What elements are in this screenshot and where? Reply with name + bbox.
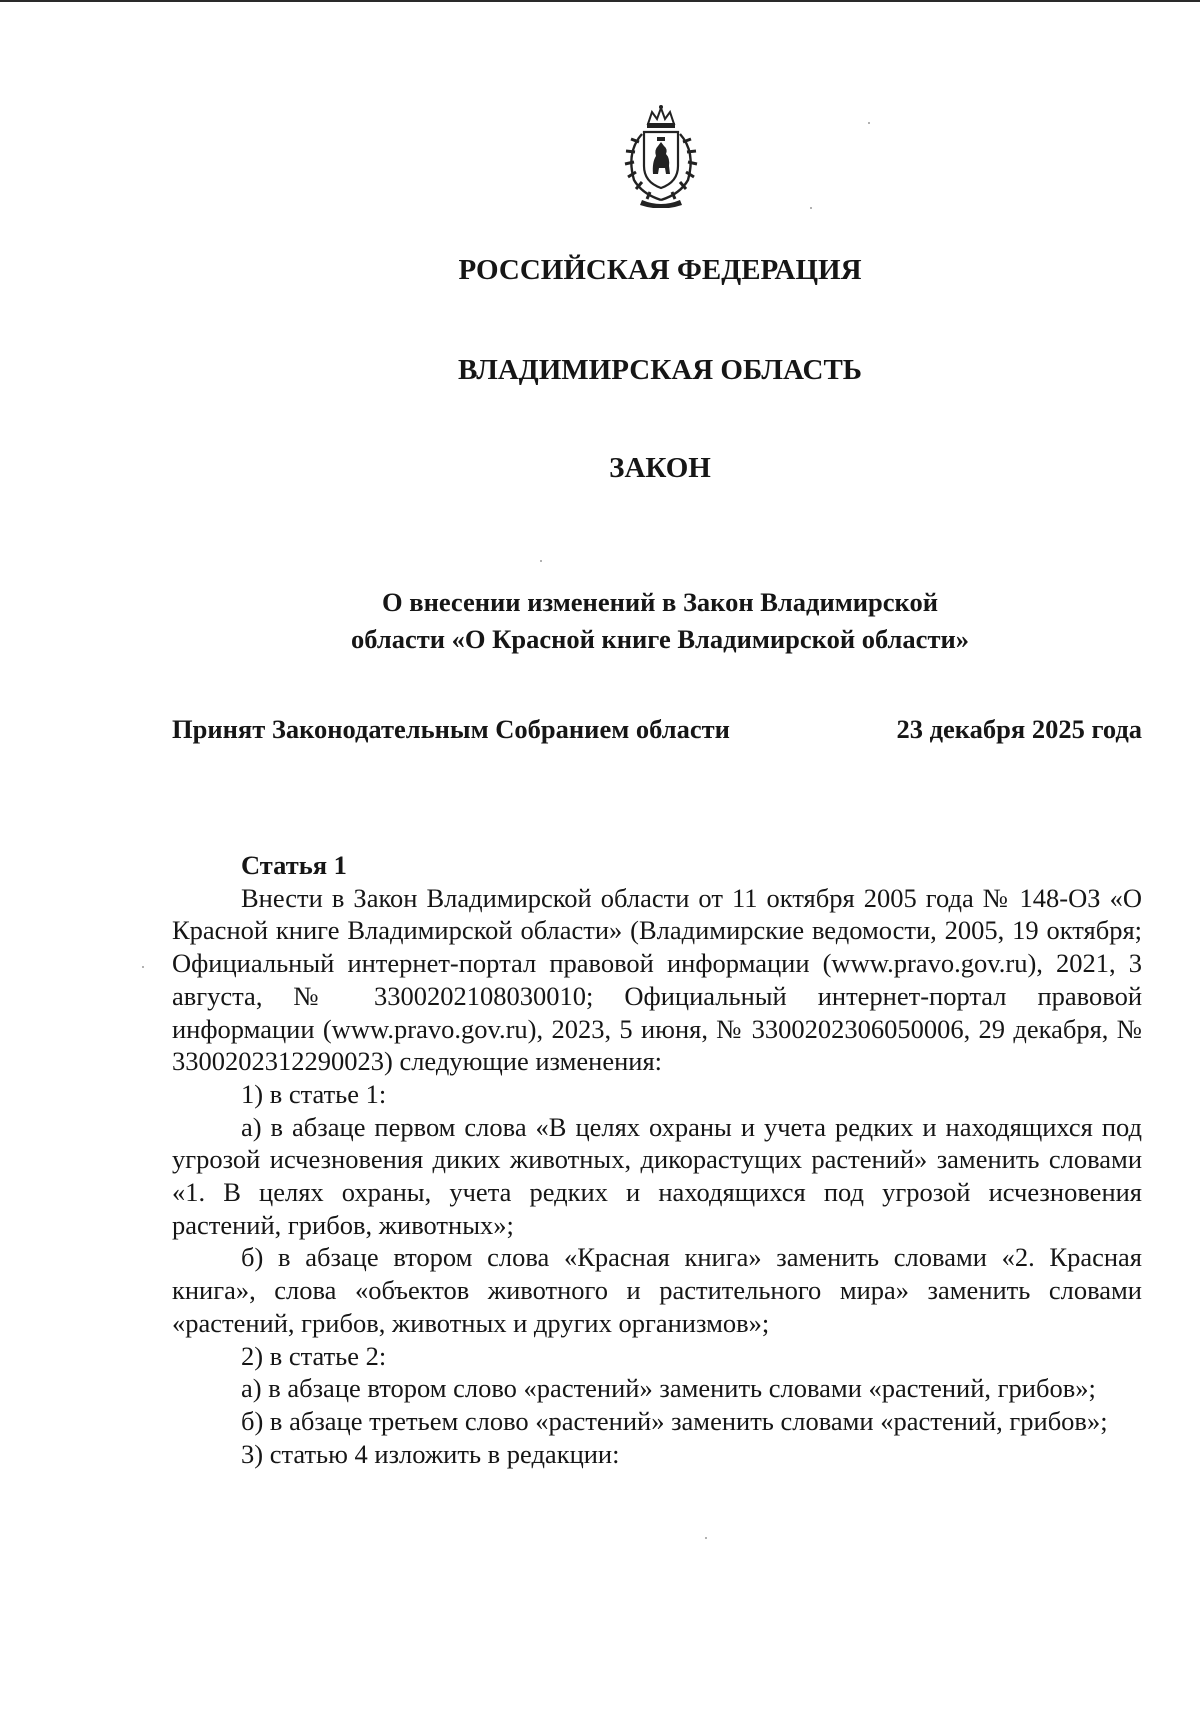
article-paragraph: Внести в Закон Владимирской области от 11 октября 2005 года № 148-ОЗ «О Красной книге Владимирской области» (Владимирские ведомости, 2005, 19 октября; Официальный интернет-портал правовой информации (www.pravo.gov.ru), 2021, 3 августа, № 3300202108030010; Официальный интернет-портал правовой информации (www.pravo.gov.ru), 2023, 5 июня, № 3300202306050006, 29 декабря, № 3300202312290023) следующие изменения: [172,882,1142,1077]
region-name: ВЛАДИМИРСКАЯ ОБЛАСТЬ [458,354,862,386]
document-type: ЗАКОН [609,452,711,484]
scan-speck [705,1537,707,1539]
article-paragraph: а) в абзаце первом слова «В целях охраны и учета редких и находящихся под угрозой исчезновения диких животных, дикорастущих растений» заменить словами «1. В целях охраны, учета редких и находящихся под угрозой исчезновения растений, грибов, животных»; [172,1111,1142,1240]
scan-speck [810,207,812,209]
page-top-edge [0,0,1200,2]
article-heading: Статья 1 [241,850,347,880]
adoption-line [172,714,1142,745]
scan-speck [540,560,542,562]
adoption-date: 23 декабря 2025 года [896,714,1142,744]
law-title-line-2: области «О Красной книге Владимирской области» [351,624,969,654]
article-paragraph: 3) статью 4 изложить в редакции: [241,1438,620,1469]
scan-speck [142,966,144,968]
article-paragraph: а) в абзаце втором слово «растений» заменить словами «растений, грибов»; [241,1373,1096,1404]
scan-speck [868,122,870,124]
article-paragraph: б) в абзаце втором слова «Красная книга» заменить словами «2. Красная книга», слова «объектов животного и растительного мира» заменить словами «растений, грибов, животных и других организмов»; [172,1242,1142,1338]
adopted-by: Принят Законодательным Собранием области [172,714,730,744]
coat-of-arms-icon [612,104,710,208]
law-title-line-1: О внесении изменений в Закон Владимирской [382,587,938,617]
article-paragraph: 2) в статье 2: [241,1340,387,1371]
article-paragraph: 1) в статье 1: [241,1078,387,1109]
article-paragraph: б) в абзаце третьем слово «растений» заменить словами «растений, грибов»; [241,1405,1108,1436]
country-name: РОССИЙСКАЯ ФЕДЕРАЦИЯ [458,254,862,286]
article-body [172,849,1142,1470]
